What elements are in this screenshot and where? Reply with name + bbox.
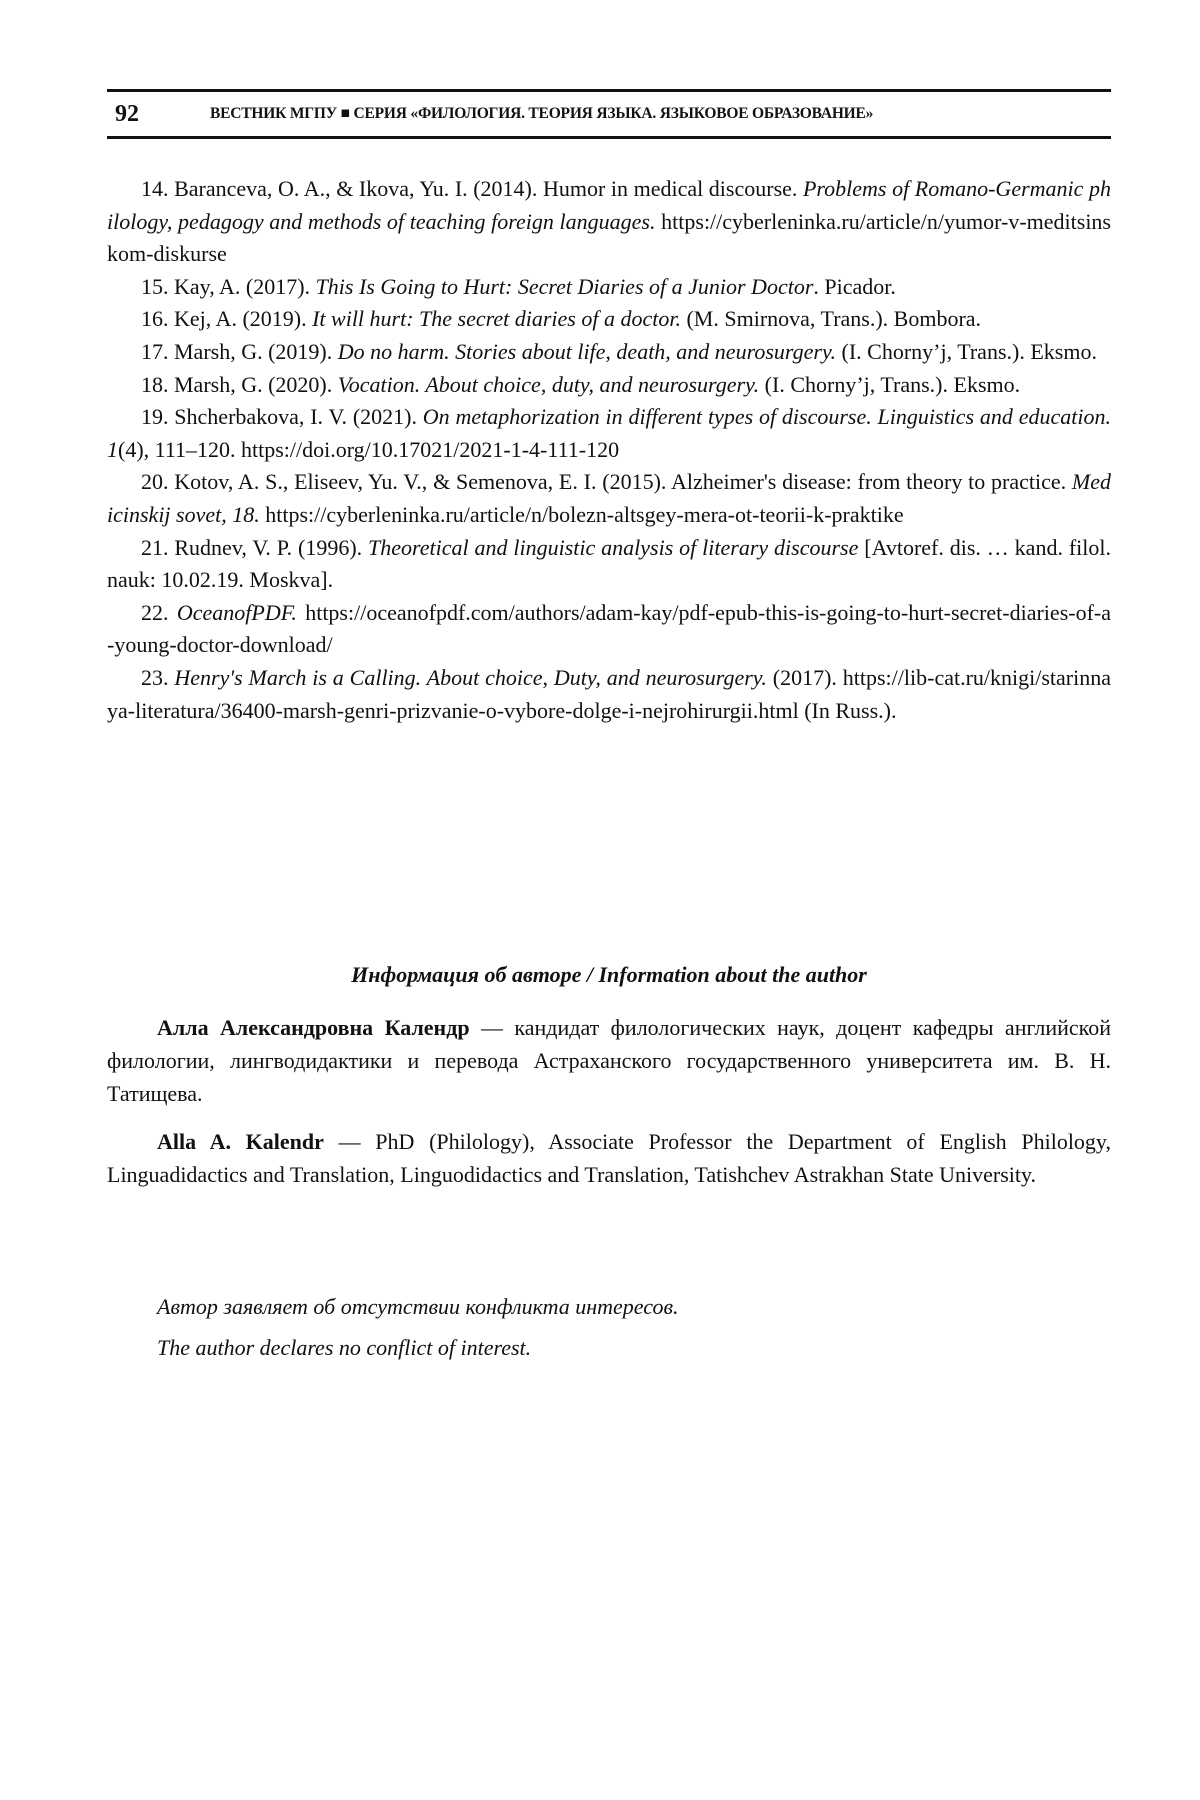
reference-item: [107, 173, 1111, 271]
ref-text: (2017). https://lib-cat.ru/knigi/starinnaya-literatura/36400-marsh-genri-prizvanie-o-vybore-dolge-i-nejrohirurgii.html (In Russ.).: [107, 665, 1111, 723]
ref-text: . Picador.: [813, 274, 896, 299]
ref-text: 20. Kotov, A. S., Eliseev, Yu. V., & Semenova, E. I. (2015). Alzheimer's disease: from theory to practice.: [141, 469, 1072, 494]
ref-text: 18. Marsh, G. (2020).: [141, 372, 338, 397]
author-name-ru: Алла Александровна Календр: [157, 1015, 470, 1040]
reference-item: [107, 532, 1111, 597]
page-number: 92: [107, 101, 210, 128]
ref-title: It will hurt: The secret diaries of a doctor.: [312, 306, 681, 331]
ref-url: https://cyberleninka.ru/article/n/yumor-v-meditsinskom-diskurse: [107, 209, 1111, 267]
author-desc-ru: — кандидат филологических наук, доцент кафедры английской филологии, лингводидактики и перевода Астраханского государственного университета им. В. Н. Татищева.: [107, 1015, 1111, 1106]
ref-text: 22.: [141, 600, 177, 625]
ref-text: 21. Rudnev, V. P. (1996).: [141, 535, 368, 560]
ref-text: https://cyberleninka.ru/article/n/bolezn-altsgey-mera-ot-teorii-k-praktike: [260, 502, 904, 527]
ref-title: Problems of Romano-Germanic philology, pedagogy and methods of teaching foreign languages.: [107, 176, 1111, 234]
ref-title: On metaphorization in different types of discourse. Linguistics and education. 1: [107, 404, 1111, 462]
author-info-heading: Информация об авторе / Information about the author: [107, 962, 1111, 988]
ref-text: 23.: [141, 665, 174, 690]
ref-text: (M. Smirnova, Trans.). Bombora.: [681, 306, 981, 331]
reference-item: [107, 303, 1111, 336]
ref-title: Do no harm. Stories about life, death, and neurosurgery.: [338, 339, 836, 364]
reference-item: [107, 369, 1111, 402]
author-desc-en: — PhD (Philology), Associate Professor the Department of English Philology, Linguadidactics and Translation, Linguodidactics and Translation, Tatishchev Astrakhan State University.: [107, 1129, 1111, 1187]
reference-item: [107, 401, 1111, 466]
author-info-en: [107, 1125, 1111, 1191]
conflict-statement-en: The author declares no conflict of interest.: [157, 1335, 531, 1361]
ref-text: (I. Chorny’j, Trans.). Eksmo.: [759, 372, 1020, 397]
running-header: [107, 89, 1111, 139]
ref-text: https://oceanofpdf.com/authors/adam-kay/pdf-epub-this-is-going-to-hurt-secret-diaries-of-a-young-doctor-download/: [107, 600, 1111, 658]
ref-title: This Is Going to Hurt: Secret Diaries of a Junior Doctor: [316, 274, 814, 299]
ref-text: (I. Chorny’j, Trans.). Eksmo.: [836, 339, 1097, 364]
ref-text: 17. Marsh, G. (2019).: [141, 339, 338, 364]
ref-title: Medicinskij sovet, 18.: [107, 469, 1111, 527]
ref-text: 19. Shcherbakova, I. V. (2021).: [141, 404, 423, 429]
conflict-statement-ru: Автор заявляет об отсутствии конфликта интересов.: [157, 1294, 679, 1320]
ref-text: 16. Kej, A. (2019).: [141, 306, 312, 331]
ref-text: 14. Baranceva, O. A., & Ikova, Yu. I. (2014). Humor in medical discourse.: [141, 176, 803, 201]
ref-title: OceanofPDF.: [177, 600, 297, 625]
ref-title: Theoretical and linguistic analysis of literary discourse: [368, 535, 858, 560]
reference-item: [107, 597, 1111, 662]
author-name-en: Alla A. Kalendr: [157, 1129, 324, 1154]
reference-item: [107, 466, 1111, 531]
reference-item: [107, 662, 1111, 727]
journal-title: ВЕСТНИК МГПУ ■ СЕРИЯ «ФИЛОЛОГИЯ. ТЕОРИЯ ЯЗЫКА. ЯЗЫКОВОЕ ОБРАЗОВАНИЕ»: [210, 105, 873, 123]
reference-item: [107, 271, 1111, 304]
ref-title: Henry's March is a Calling. About choice, Duty, and neurosurgery.: [174, 665, 766, 690]
ref-title: Vocation. About choice, duty, and neurosurgery.: [338, 372, 759, 397]
reference-item: [107, 336, 1111, 369]
ref-text: 15. Kay, A. (2017).: [141, 274, 316, 299]
author-info-ru: [107, 1011, 1111, 1110]
ref-text: (4), 111–120. https://doi.org/10.17021/2021-1-4-111-120: [118, 437, 619, 462]
ref-text: [Avtoref. dis. … kand. filol. nauk: 10.02.19. Moskva].: [107, 535, 1111, 593]
reference-list: [107, 173, 1111, 727]
